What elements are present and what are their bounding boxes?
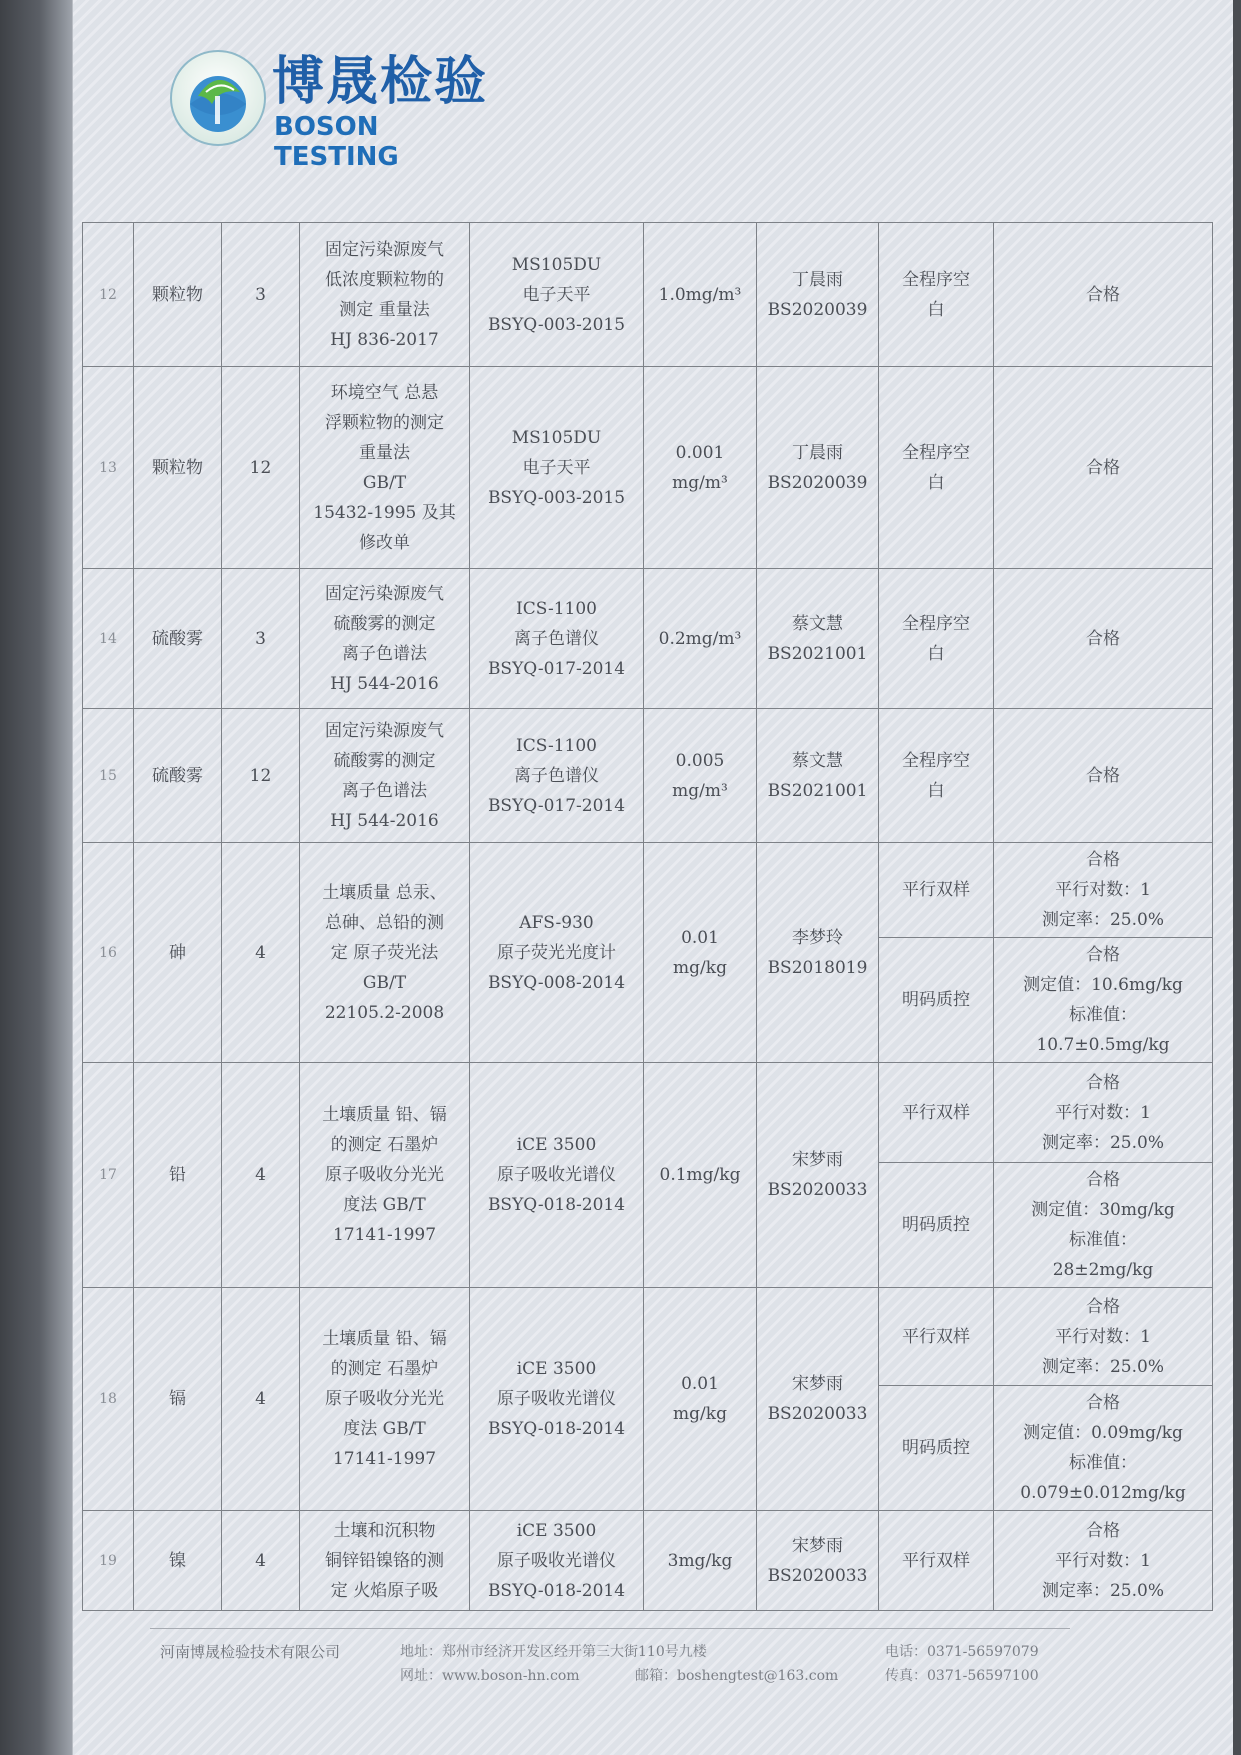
qc-result-line: 合格 xyxy=(1086,628,1120,649)
qc-type-line: 白 xyxy=(927,643,945,664)
analyst-line: 丁晨雨 xyxy=(792,442,843,463)
instrument-line: iCE 3500 xyxy=(516,1135,597,1155)
analyst-line: BS2020033 xyxy=(767,1180,868,1200)
analyst-line: 蔡文慧 xyxy=(792,613,843,634)
detection-line: mg/kg xyxy=(673,957,727,978)
analyst-line: 蔡文慧 xyxy=(792,750,843,771)
qc-type-cell xyxy=(879,1288,994,1386)
method-line: 17141-1997 xyxy=(332,1449,437,1469)
instrument-line: iCE 3500 xyxy=(516,1359,597,1379)
test-item-cell: 镉 xyxy=(134,1288,222,1511)
row-number-cell: 19 xyxy=(83,1511,134,1611)
instrument-line: 离子色谱仪 xyxy=(514,765,599,786)
instrument-line: 原子吸收光谱仪 xyxy=(497,1165,616,1185)
instrument-line: MS105DU xyxy=(511,254,602,275)
method-line: 测定 重量法 xyxy=(339,299,430,320)
footer-company: 河南博晟检验技术有限公司 xyxy=(160,1643,341,1661)
analyst-cell xyxy=(757,1063,879,1288)
analyst-line: BS2020039 xyxy=(767,472,868,493)
footer-address: 地址：郑州市经济开发区经开第三大街110号九楼 xyxy=(400,1644,707,1660)
method-line: 低浓度颗粒物的 xyxy=(325,269,444,290)
qc-result-line: 标准值： xyxy=(1069,1453,1137,1473)
analyst-cell xyxy=(757,569,879,709)
row-number-cell: 16 xyxy=(83,843,134,1063)
logo-name-chinese: 博晟检验 xyxy=(272,52,489,112)
qc-type-cell xyxy=(879,367,994,569)
analyst-line: BS2020033 xyxy=(767,1404,868,1424)
qc-result-line: 合格 xyxy=(1086,457,1120,478)
qc-result-line: 10.7±0.5mg/kg xyxy=(1036,1035,1170,1055)
analyst-line: 宋梦雨 xyxy=(792,1374,843,1394)
method-line: 15432-1995 及其 xyxy=(313,502,456,523)
qc-type-cell xyxy=(879,1063,994,1163)
method-line: 原子吸收分光光 xyxy=(325,1165,444,1185)
instrument-line: MS105DU xyxy=(511,427,602,448)
method-line: 度法 GB/T xyxy=(343,1419,426,1439)
detection-line: 0.01 xyxy=(681,927,719,948)
sample-count-cell: 3 xyxy=(222,569,300,709)
qc-result-line: 测定值：0.09mg/kg xyxy=(1023,1423,1183,1443)
method-line: GB/T xyxy=(362,472,407,493)
qc-type-line: 白 xyxy=(927,472,945,493)
qc-result-line: 测定值：30mg/kg xyxy=(1031,1200,1175,1220)
qc-result-line: 合格 xyxy=(1086,765,1120,786)
instrument-line: BSYQ-018-2014 xyxy=(487,1195,626,1215)
instrument-line: AFS-930 xyxy=(519,912,594,933)
qc-result-cell xyxy=(994,1511,1213,1611)
book-spine xyxy=(0,0,72,1755)
method-line: 原子吸收分光光 xyxy=(325,1389,444,1409)
analyst-line: 李梦玲 xyxy=(792,927,843,948)
row-number-cell: 12 xyxy=(83,223,134,367)
qc-result-line: 0.079±0.012mg/kg xyxy=(1020,1483,1186,1503)
analyst-cell xyxy=(757,1511,879,1611)
qc-type-line: 白 xyxy=(927,299,945,320)
qc-result-cell xyxy=(994,367,1213,569)
detection-limit-cell xyxy=(644,569,757,709)
instrument-line: BSYQ-003-2015 xyxy=(487,314,626,335)
detection-limit-cell xyxy=(644,1288,757,1511)
instrument-line: 电子天平 xyxy=(522,284,591,305)
row-number-cell: 14 xyxy=(83,569,134,709)
analyst-cell xyxy=(757,223,879,367)
instrument-line: 原子荧光光度计 xyxy=(497,942,616,963)
method-line: 固定污染源废气 xyxy=(325,583,444,604)
qc-result-line: 平行对数：1 xyxy=(1055,1550,1151,1571)
method-line: 离子色谱法 xyxy=(342,780,427,801)
qc-result-cell xyxy=(994,938,1213,1063)
test-item-cell: 砷 xyxy=(134,843,222,1063)
qc-type-line: 明码质控 xyxy=(902,1215,970,1235)
qc-result-line: 平行对数：1 xyxy=(1055,1102,1151,1123)
method-line: 土壤质量 总汞、 xyxy=(322,882,447,903)
analyst-cell xyxy=(757,843,879,1063)
analyst-cell xyxy=(757,709,879,843)
method-line: 的测定 石墨炉 xyxy=(330,1359,439,1379)
method-line: 总砷、总铅的测 xyxy=(325,912,444,933)
qc-result-line: 合格 xyxy=(1086,945,1120,965)
qc-result-line: 合格 xyxy=(1086,284,1120,305)
method-line: 土壤质量 铅、镉 xyxy=(322,1105,447,1125)
instrument-line: BSYQ-008-2014 xyxy=(487,972,626,993)
detection-limit-cell xyxy=(644,1063,757,1288)
sample-count-cell: 12 xyxy=(222,367,300,569)
qc-result-cell xyxy=(994,223,1213,367)
qc-result-line: 28±2mg/kg xyxy=(1052,1260,1154,1280)
method-line: 定 火焰原子吸 xyxy=(330,1580,439,1601)
sample-count-cell: 12 xyxy=(222,709,300,843)
qc-result-line: 合格 xyxy=(1086,1170,1120,1190)
instrument-cell xyxy=(470,843,644,1063)
detection-line: 3mg/kg xyxy=(667,1550,733,1571)
row-number-cell: 17 xyxy=(83,1063,134,1288)
table-row xyxy=(83,1288,1213,1386)
qc-result-line: 标准值： xyxy=(1069,1230,1137,1250)
sample-count-cell: 4 xyxy=(222,1511,300,1611)
table-row xyxy=(83,1063,1213,1163)
analyst-line: BS2018019 xyxy=(767,957,868,978)
detection-limit-cell xyxy=(644,843,757,1063)
qc-result-line: 合格 xyxy=(1086,1393,1120,1413)
method-line: 硫酸雾的测定 xyxy=(333,750,436,771)
instrument-cell xyxy=(470,1288,644,1511)
detection-line: mg/m³ xyxy=(672,472,728,493)
qc-result-line: 合格 xyxy=(1086,1520,1120,1541)
sample-count-cell: 4 xyxy=(222,843,300,1063)
qc-result-line: 测定率：25.0% xyxy=(1041,910,1164,930)
method-line: 固定污染源废气 xyxy=(325,720,444,741)
test-method-cell xyxy=(300,1063,470,1288)
detection-line: 0.01 xyxy=(681,1374,719,1394)
sample-count-cell: 3 xyxy=(222,223,300,367)
qc-type-cell xyxy=(879,223,994,367)
qc-result-cell xyxy=(994,569,1213,709)
qc-type-cell xyxy=(879,1386,994,1511)
instrument-line: BSYQ-018-2014 xyxy=(487,1580,626,1601)
footer-phone: 电话：0371-56597079 xyxy=(885,1644,1039,1660)
instrument-line: BSYQ-003-2015 xyxy=(487,487,626,508)
test-method-cell xyxy=(300,709,470,843)
test-item-cell: 硫酸雾 xyxy=(134,709,222,843)
results-table xyxy=(82,222,1213,1611)
qc-result-line: 测定率：25.0% xyxy=(1041,1132,1164,1153)
company-logo xyxy=(170,50,510,172)
qc-type-line: 平行双样 xyxy=(902,880,970,900)
analyst-line: BS2021001 xyxy=(767,780,868,801)
table-row xyxy=(83,709,1213,843)
qc-type-line: 全程序空 xyxy=(902,613,970,634)
qc-type-cell xyxy=(879,709,994,843)
row-number-cell: 13 xyxy=(83,367,134,569)
detection-limit-cell xyxy=(644,1511,757,1611)
qc-result-line: 合格 xyxy=(1086,850,1120,870)
qc-result-cell xyxy=(994,1063,1213,1163)
qc-type-line: 平行双样 xyxy=(902,1550,970,1571)
detection-line: 0.2mg/m³ xyxy=(658,628,742,649)
method-line: 22105.2-2008 xyxy=(324,1002,445,1023)
test-method-cell xyxy=(300,223,470,367)
table-row xyxy=(83,1511,1213,1611)
method-line: 硫酸雾的测定 xyxy=(333,613,436,634)
page-footer xyxy=(150,1628,1070,1684)
test-method-cell xyxy=(300,1511,470,1611)
analyst-line: 宋梦雨 xyxy=(792,1150,843,1170)
instrument-cell xyxy=(470,709,644,843)
qc-type-line: 全程序空 xyxy=(902,269,970,290)
detection-line: mg/m³ xyxy=(672,780,728,801)
sample-count-cell: 4 xyxy=(222,1063,300,1288)
method-line: HJ 544-2016 xyxy=(330,810,439,831)
instrument-line: BSYQ-017-2014 xyxy=(487,658,626,679)
qc-type-cell xyxy=(879,1163,994,1288)
detection-line: 1.0mg/m³ xyxy=(658,284,742,305)
logo-name-english: BOSON TESTING xyxy=(274,112,399,172)
detection-line: 0.005 xyxy=(675,750,725,771)
row-number-cell: 18 xyxy=(83,1288,134,1511)
qc-result-line: 合格 xyxy=(1086,1072,1120,1093)
footer-website: 网址：www.boson-hn.com xyxy=(400,1668,580,1684)
detection-limit-cell xyxy=(644,223,757,367)
analyst-cell xyxy=(757,367,879,569)
instrument-line: 电子天平 xyxy=(522,457,591,478)
detection-limit-cell xyxy=(644,709,757,843)
qc-result-line: 标准值： xyxy=(1069,1005,1137,1025)
method-line: HJ 544-2016 xyxy=(330,673,439,694)
qc-result-cell xyxy=(994,1386,1213,1511)
instrument-line: ICS-1100 xyxy=(516,735,597,756)
method-line: 度法 GB/T xyxy=(343,1195,426,1215)
analyst-line: 丁晨雨 xyxy=(792,269,843,290)
test-method-cell xyxy=(300,367,470,569)
analyst-cell xyxy=(757,1288,879,1511)
qc-result-line: 平行对数：1 xyxy=(1055,880,1151,900)
method-line: 重量法 xyxy=(359,442,410,463)
detection-line: 0.1mg/kg xyxy=(659,1165,741,1185)
method-line: 定 原子荧光法 xyxy=(330,942,439,963)
method-line: 17141-1997 xyxy=(332,1225,437,1245)
analyst-line: BS2021001 xyxy=(767,643,868,664)
qc-type-line: 明码质控 xyxy=(902,990,970,1010)
instrument-line: ICS-1100 xyxy=(516,598,597,619)
qc-type-cell xyxy=(879,1511,994,1611)
instrument-cell xyxy=(470,569,644,709)
method-line: GB/T xyxy=(362,972,407,993)
footer-email: 邮箱：boshengtest@163.com xyxy=(635,1668,839,1684)
qc-result-line: 平行对数：1 xyxy=(1055,1326,1151,1347)
qc-result-cell xyxy=(994,1288,1213,1386)
qc-result-line: 测定率：25.0% xyxy=(1041,1580,1164,1601)
instrument-line: iCE 3500 xyxy=(516,1520,597,1541)
test-item-cell: 镍 xyxy=(134,1511,222,1611)
qc-result-line: 测定率：25.0% xyxy=(1041,1356,1164,1377)
qc-result-cell xyxy=(994,843,1213,938)
table-body xyxy=(83,223,1213,1611)
instrument-line: BSYQ-018-2014 xyxy=(487,1419,626,1439)
qc-type-cell xyxy=(879,938,994,1063)
instrument-line: 原子吸收光谱仪 xyxy=(497,1389,616,1409)
table-row xyxy=(83,223,1213,367)
qc-type-line: 全程序空 xyxy=(902,750,970,771)
method-line: 土壤和沉积物 xyxy=(333,1520,436,1541)
instrument-line: 原子吸收光谱仪 xyxy=(497,1550,616,1571)
method-line: 的测定 石墨炉 xyxy=(330,1135,439,1155)
qc-type-line: 平行双样 xyxy=(902,1326,970,1347)
sample-count-cell: 4 xyxy=(222,1288,300,1511)
method-line: 离子色谱法 xyxy=(342,643,427,664)
qc-type-line: 白 xyxy=(927,780,945,801)
table-row xyxy=(83,367,1213,569)
qc-type-cell xyxy=(879,843,994,938)
analyst-line: BS2020039 xyxy=(767,299,868,320)
method-line: 修改单 xyxy=(359,532,410,553)
qc-type-line: 平行双样 xyxy=(902,1102,970,1123)
analyst-line: 宋梦雨 xyxy=(792,1535,843,1556)
method-line: 固定污染源废气 xyxy=(325,239,444,260)
table-row xyxy=(83,569,1213,709)
instrument-line: 离子色谱仪 xyxy=(514,628,599,649)
detection-limit-cell xyxy=(644,367,757,569)
qc-result-cell xyxy=(994,1163,1213,1288)
test-item-cell: 硫酸雾 xyxy=(134,569,222,709)
footer-fax: 传真：0371-56597100 xyxy=(885,1668,1039,1684)
qc-result-line: 合格 xyxy=(1086,1296,1120,1317)
test-method-cell xyxy=(300,1288,470,1511)
method-line: 铜锌铅镍铬的测 xyxy=(325,1550,444,1571)
method-line: 土壤质量 铅、镉 xyxy=(322,1329,447,1349)
method-line: 环境空气 总悬 xyxy=(330,382,439,403)
test-item-cell: 铅 xyxy=(134,1063,222,1288)
qc-type-cell xyxy=(879,569,994,709)
instrument-cell xyxy=(470,1511,644,1611)
qc-type-line: 明码质控 xyxy=(902,1438,970,1458)
method-line: HJ 836-2017 xyxy=(330,329,439,350)
analyst-line: BS2020033 xyxy=(767,1565,868,1586)
qc-result-line: 测定值：10.6mg/kg xyxy=(1023,975,1183,995)
instrument-line: BSYQ-017-2014 xyxy=(487,795,626,816)
instrument-cell xyxy=(470,1063,644,1288)
qc-type-line: 全程序空 xyxy=(902,442,970,463)
test-item-cell: 颗粒物 xyxy=(134,223,222,367)
test-method-cell xyxy=(300,569,470,709)
leaf-globe-icon xyxy=(170,50,266,146)
row-number-cell: 15 xyxy=(83,709,134,843)
test-item-cell: 颗粒物 xyxy=(134,367,222,569)
instrument-cell xyxy=(470,367,644,569)
test-method-cell xyxy=(300,843,470,1063)
detection-line: 0.001 xyxy=(675,442,725,463)
qc-result-cell xyxy=(994,709,1213,843)
method-line: 浮颗粒物的测定 xyxy=(325,412,444,433)
table-row xyxy=(83,843,1213,938)
detection-line: mg/kg xyxy=(673,1404,727,1424)
instrument-cell xyxy=(470,223,644,367)
